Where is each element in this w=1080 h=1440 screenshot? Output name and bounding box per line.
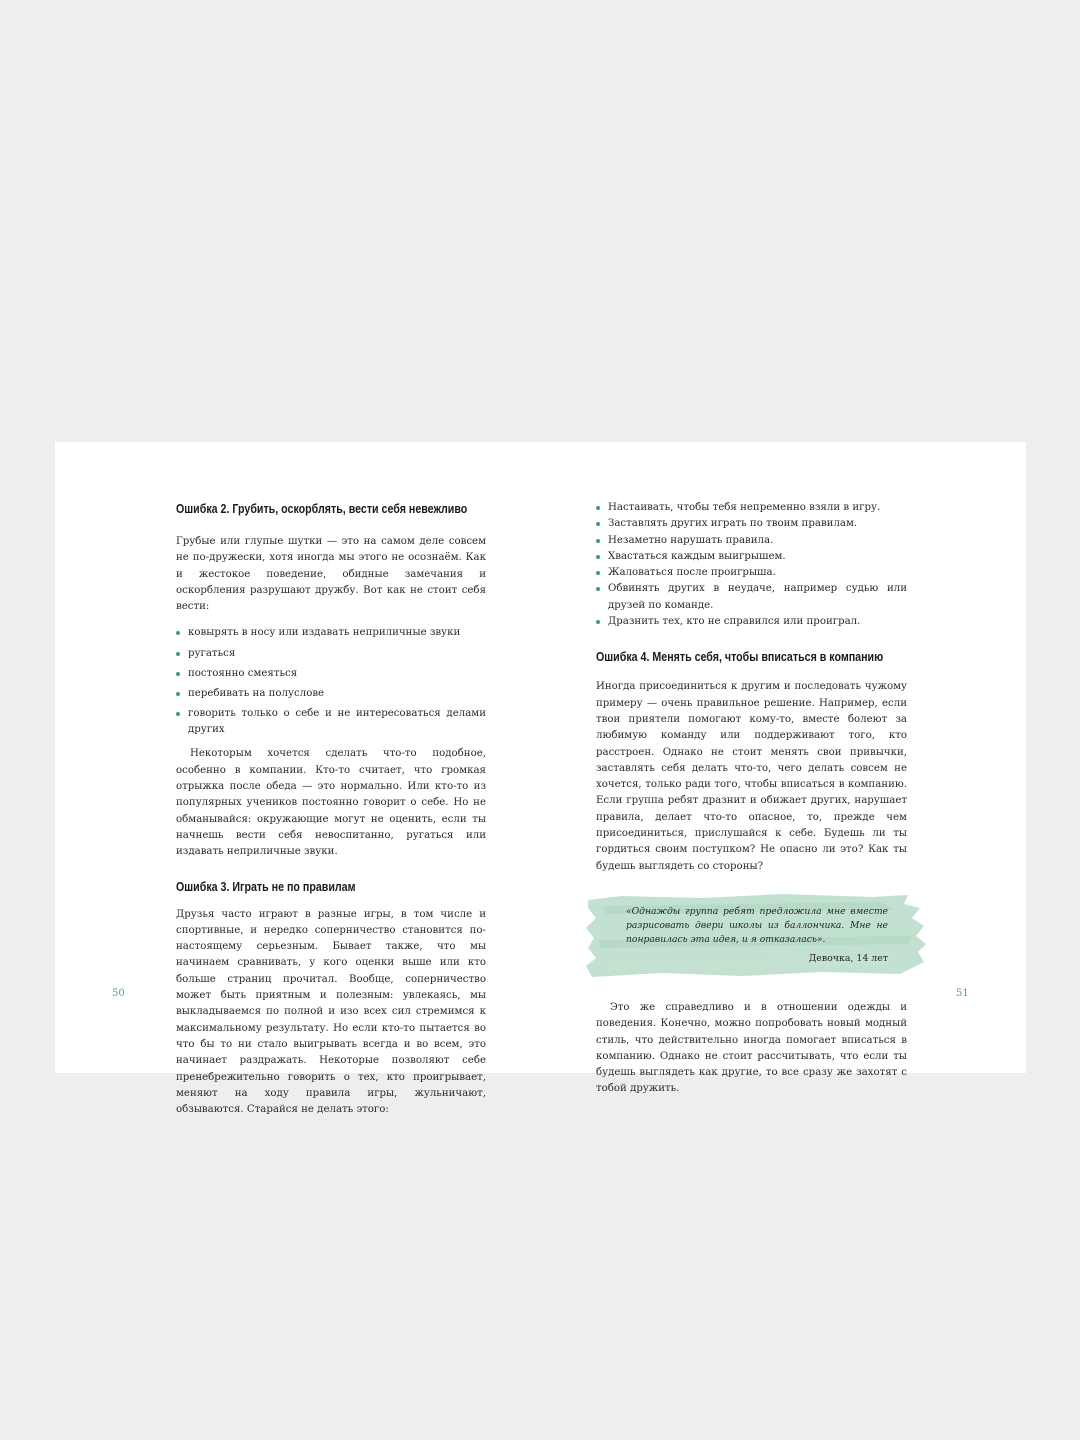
list-item: Хвастаться каждым выигрышем.	[596, 549, 907, 565]
heading-mistake-3: Ошибка 3. Играть не по правилам	[176, 878, 356, 894]
list-item: перебивать на полуслове	[176, 686, 486, 702]
intro-paragraph: Грубые или глупые шутки — это на самом деле совсем не по-дружески, хотя иногда мы этого не осознаём. Как и жестокое поведение, обидные замечания и оскорбления разрушают дружбу. Вот как не стоит себя вести:	[176, 536, 486, 613]
quote-box	[586, 892, 926, 978]
list-item: говорить только о себе и не интересоваться делами других	[176, 706, 486, 739]
heading-mistake-2: Ошибка 2. Грубить, оскорблять, вести себя невежливо	[176, 501, 468, 516]
book-spread	[55, 442, 1026, 1116]
list-item: ковырять в носу или издавать неприличные звуки	[176, 625, 486, 641]
paragraph-competition: Друзья часто играют в разные игры, в том числе и спортивные, и нередко соперничество становится по-настоящему серьезным. Бывает также, что мы начинаем сравнивать, у кого оценки выше или кто больше страниц прочитал. Вообще, соперничество может быть приятным и полезным: увлекаясь, мы выкладываемся по полной и изо всех сил стремимся к максимальному результату. Но если кто-то пытается во что бы то ни стало выигрывать всегда и во всем, это начинает раздражать. Некоторые позволяют себе пренебрежительно говорить о тех, кто проигрывает, меняют на ходу правила игры, жульничают, обзываются. Старайся не делать этого:	[176, 908, 486, 1116]
rude-behaviour-list	[176, 625, 486, 738]
bullet-icon	[596, 539, 600, 543]
left-page-column	[176, 500, 486, 1118]
bullet-icon	[596, 571, 600, 575]
list-item: постоянно смеяться	[176, 666, 486, 682]
bullet-icon	[596, 522, 600, 526]
bullet-icon	[176, 652, 180, 656]
list-item: ругаться	[176, 646, 486, 662]
list-item: Незаметно нарушать правила.	[596, 533, 907, 549]
bullet-icon	[176, 692, 180, 696]
list-item: Жаловаться после проигрыша.	[596, 565, 907, 581]
list-item: Заставлять других играть по твоим правилам.	[596, 516, 907, 532]
bullet-icon	[596, 620, 600, 624]
paragraph-clothing: Это же справедливо и в отношении одежды и поведения. Конечно, можно попробовать новый модный стиль, что действительно иногда помогает вписаться в компанию. Однако не стоит рассчитывать, что если ты будешь выглядеть как другие, то все сразу же захотят с тобой дружить.	[596, 1001, 907, 1095]
heading-mistake-4: Ошибка 4. Менять себя, чтобы вписаться в компанию	[596, 649, 884, 665]
list-item: Настаивать, чтобы тебя непременно взяли в игру.	[596, 500, 907, 516]
paragraph-bad-manners: Некоторым хочется сделать что-то подобное, особенно в компании. Кто-то считает, что громкая отрыжка после обеда — это нормально. Или кто-то из популярных учеников постоянно говорит о себе. Но не обманывайся: окружающие могут не оценить, если ты начнешь вести себя невоспитанно, ругаться или издавать неприличные звуки.	[176, 748, 486, 858]
right-page-column	[596, 500, 907, 1098]
bullet-icon	[176, 712, 180, 716]
unfair-play-list	[596, 500, 907, 630]
bullet-icon	[176, 631, 180, 635]
list-item: Дразнить тех, кто не справился или проиграл.	[596, 614, 907, 630]
quote-text: «Однажды группа ребят предложила мне вместе разрисовать двери школы из баллончика. Мне не понравилась эта идея, и я отказалась».	[626, 905, 888, 945]
quote-author: Девочка, 14 лет	[808, 952, 888, 964]
page-number-left: 50	[112, 988, 125, 999]
paragraph-fitting-in: Иногда присоединиться к другим и последовать чужому примеру — очень правильное решение. Например, если твои приятели помогают кому-то, вместе болеют за любимую команду или поддерживают того, кто расстроен. Однако не стоит менять свои привычки, заставлять себя делать что-то, чего делать совсем не хочется, только ради того, чтобы вписаться в компанию. Если группа ребят дразнит и обижает других, нарушает правила, делает что-то опасное, то, прежде чем присоединиться, прислушайся к себе. Будешь ли ты гордиться своим поступком? Не опасно ли это? Как ты будешь выглядеть со стороны?	[596, 681, 907, 872]
bullet-icon	[596, 506, 600, 510]
bullet-icon	[176, 672, 180, 676]
bullet-icon	[596, 587, 600, 591]
page-number-right: 51	[956, 988, 969, 999]
bullet-icon	[596, 555, 600, 559]
list-item: Обвинять других в неудаче, например судью или друзей по команде.	[596, 581, 907, 614]
